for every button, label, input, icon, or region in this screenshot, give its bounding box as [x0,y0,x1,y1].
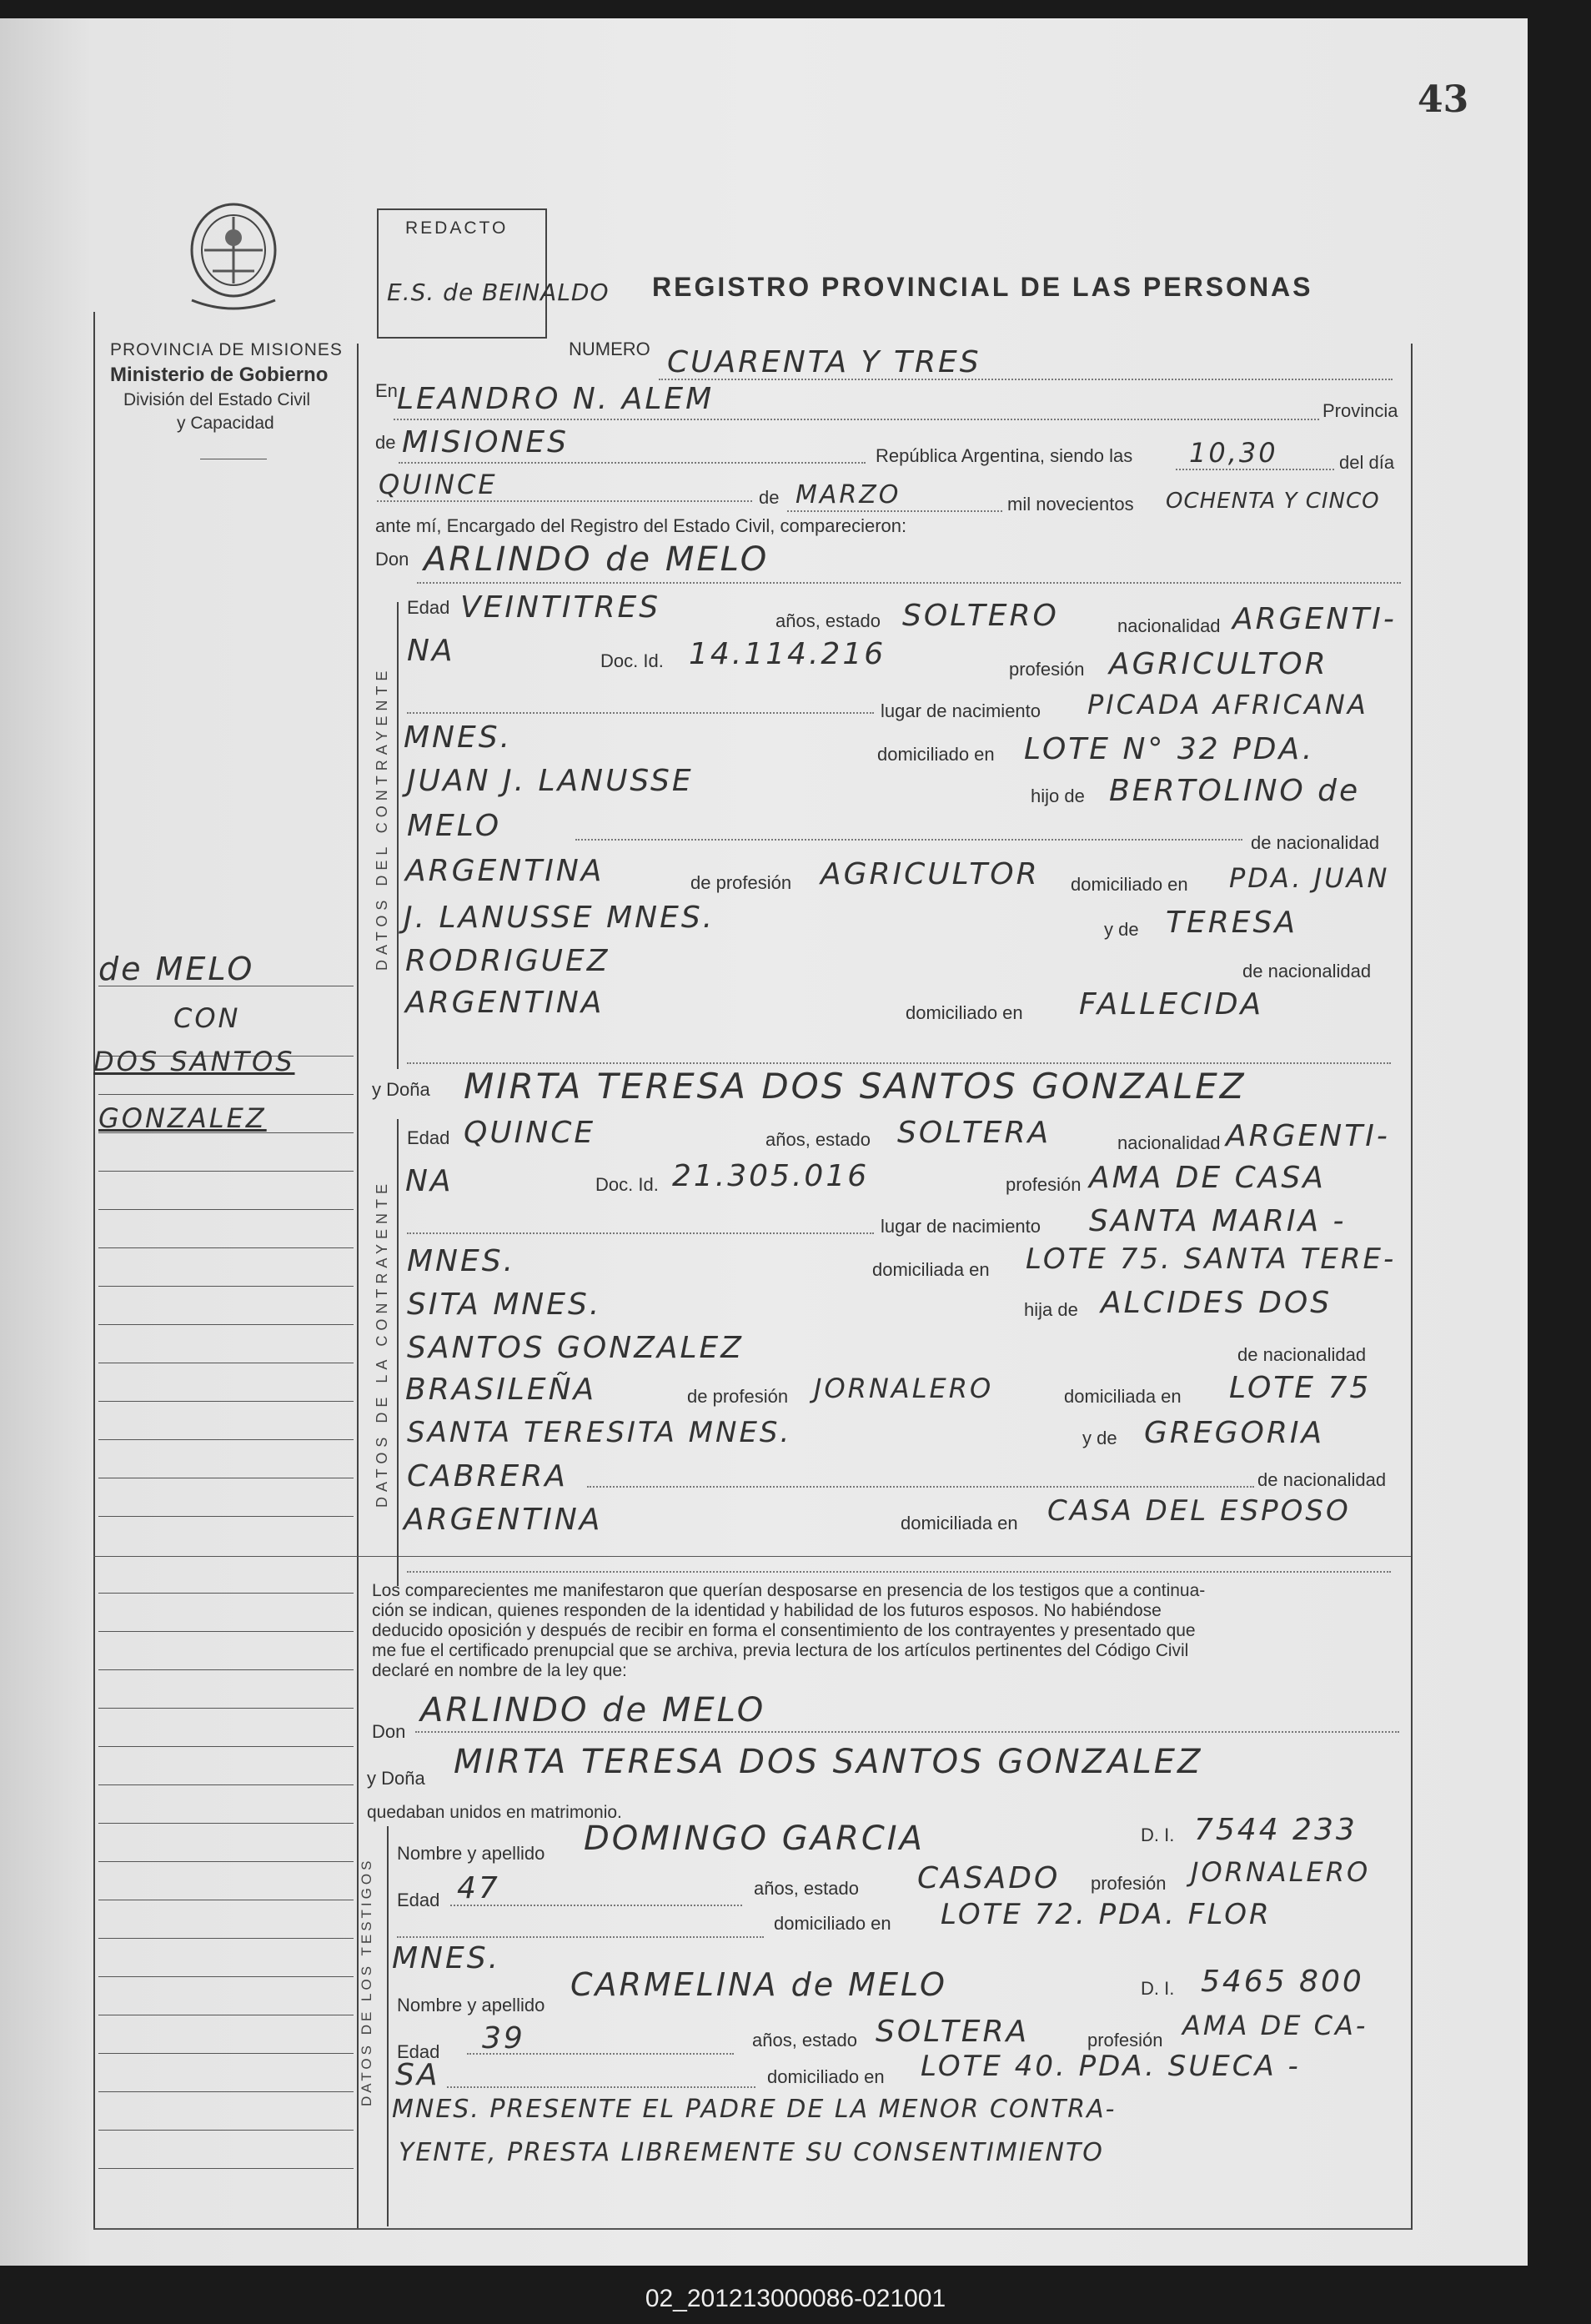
w2-edad-line [467,2053,734,2055]
footer-image-id: 02_201213000086-021001 [645,2285,946,2312]
mil-label: mil novecientos [1007,494,1134,514]
decl-dona: MIRTA TERESA DOS SANTOS GONZALEZ [454,1743,1203,1781]
w2-prof-label: profesión [1087,2030,1163,2050]
witness-side-label: DATOS DE LOS TESTIGOS [359,1857,374,2106]
groom-side-label: DATOS DEL CONTRAYENTE [374,665,390,971]
bride-nacionalidad-2: NA [405,1164,454,1198]
w1-anos-label: años, estado [754,1878,859,1899]
groom-anos-label: años, estado [775,610,881,631]
groom-madre-nac-label: de nacionalidad [1242,961,1372,981]
bride-padre-2: SANTOS GONZALEZ [407,1331,744,1365]
bride-side-label: DATOS DE LA CONTRAYENTE [374,1178,390,1508]
page-number: 43 [1418,78,1469,121]
note-line-1: MNES. PRESENTE EL PADRE DE LA MENOR CONTRA- [392,2095,1117,2124]
bride-name: MIRTA TERESA DOS SANTOS GONZALEZ [464,1066,1247,1107]
groom-doc: 14.114.216 [689,637,886,671]
groom-nacionalidad: ARGENTI- [1232,602,1397,636]
note-line-2: YENTE, PRESTA LIBREMENTE SU CONSENTIMIENTO [399,2138,1104,2167]
groom-edad-label: Edad [407,597,450,618]
margin-note-line-4: GONZALEZ [98,1102,267,1134]
declaration-line-2: ción se indican, quienes responden de la identidad y habilidad de los futuros esposos. No habiéndose [372,1601,1162,1620]
bride-domicilio-2: SITA MNES. [407,1287,602,1322]
groom-name: ARLINDO de MELO [424,540,770,579]
groom-name-line [417,582,1401,584]
bride-block-rule [397,1119,399,1586]
groom-line-6 [575,839,1242,841]
republica-label: República Argentina, siendo las [876,445,1133,466]
w1-prof: JORNALERO [1191,1856,1371,1888]
redacto-box [377,208,610,339]
groom-domicilio-2: JUAN J. LANUSSE [407,764,694,798]
decl-don-line [415,1731,1399,1733]
bride-doc: 21.305.016 [672,1159,870,1193]
bride-padre-prof-label: de profesión [687,1386,789,1407]
groom-end-line [407,1062,1391,1064]
bride-y-de-label: y de [1082,1428,1117,1448]
groom-madre-nac: ARGENTINA [405,986,605,1020]
margin-note-line-1: de MELO [98,951,255,987]
hora-line [1176,469,1334,470]
groom-padre-2: MELO [407,809,502,843]
redacto-signature: E.S. de BEINALDO [387,279,610,306]
declaration-line-4: me fue el certificado prenupcial que se archiva, previa lectura de los artículos pertinentes del Código Civil [372,1641,1189,1660]
bride-padre-dom-label: domiciliada en [1064,1386,1182,1407]
declaration-line-3: deducido oposición y después de recibir en forma el consentimiento de los contrayentes y presentado que [372,1621,1196,1640]
groom-line-3 [407,712,874,714]
bride-line-7 [587,1486,1254,1488]
w2-name: CARMELINA de MELO [570,1966,947,2003]
ante-mi-text: ante mí, Encargado del Registro del Estado Civil, comparecieron: [375,515,907,536]
bride-profesion: AMA DE CASA [1089,1161,1326,1195]
groom-prof-label: profesión [1009,659,1085,680]
bride-padre-prof: JORNALERO [814,1373,994,1404]
bride-estado: SOLTERA [897,1116,1051,1150]
groom-padre: BERTOLINO de [1109,774,1361,808]
groom-padre-dom-2: J. LANUSSE MNES. [404,901,715,935]
groom-madre-2: RODRIGUEZ [405,944,610,978]
page-title: REGISTRO PROVINCIAL DE LAS PERSONAS [652,272,1313,302]
groom-padre-dom-label: domiciliado en [1071,874,1188,895]
margin-note-line-3: DOS SANTOS [93,1046,295,1077]
de-mes-label: de [759,487,780,508]
mes-line [787,510,1002,512]
w2-nombre-label: Nombre y apellido [397,1995,545,2015]
groom-doc-label: Doc. Id. [600,650,664,671]
w2-anos-label: años, estado [752,2030,857,2050]
don-label: Don [375,549,409,570]
left-rule [93,312,95,2230]
anio-value: OCHENTA Y CINCO [1166,489,1380,514]
groom-profesion: AGRICULTOR [1109,647,1328,681]
bride-madre-nac: ARGENTINA [404,1503,603,1537]
w1-estado: CASADO [917,1861,1061,1895]
numero-value: CUARENTA Y TRES [667,345,981,379]
groom-dom-label: domiciliado en [877,744,995,765]
provincia-value: MISIONES [402,425,570,459]
provincia-label: Provincia [1322,400,1398,421]
groom-hijo-label: hijo de [1031,786,1085,806]
groom-madre-dom: FALLECIDA [1079,987,1264,1021]
w2-prof-2: SA [395,2058,440,2092]
bride-padre-dom: LOTE 75 [1229,1371,1372,1405]
bride-nac-label: nacionalidad [1117,1132,1221,1153]
groom-madre: TERESA [1166,906,1297,940]
bride-nacionalidad: ARGENTI- [1226,1119,1390,1153]
division-label-2: y Capacidad [177,414,274,433]
province-label: PROVINCIA DE MISIONES [110,340,343,359]
en-line [394,419,1319,420]
groom-lugar: PICADA AFRICANA [1087,689,1368,720]
dona-label: y Doña [372,1079,430,1100]
w1-line-3 [397,1936,764,1938]
w2-di: 5465 800 [1201,1965,1364,1999]
dia-line [377,500,752,502]
bride-dom-label: domiciliada en [872,1259,990,1280]
groom-nac-label: nacionalidad [1117,615,1221,636]
bride-padre-nac-label: de nacionalidad [1237,1344,1367,1365]
groom-padre-nac: ARGENTINA [405,854,605,888]
groom-lugar-2: MNES. [404,720,513,755]
bride-edad-label: Edad [407,1127,450,1148]
coat-of-arms-icon [179,192,288,317]
decl-don: ARLINDO de MELO [420,1691,766,1729]
groom-estado: SOLTERO [902,599,1059,633]
bride-madre-2: CABRERA [407,1459,568,1493]
w1-di: 7544 233 [1194,1813,1358,1847]
groom-madre-dom-label: domiciliado en [906,1002,1023,1023]
bride-lugar: SANTA MARIA - [1089,1204,1347,1238]
bride-madre-dom-label: domiciliada en [901,1513,1018,1533]
groom-domicilio: LOTE N° 32 PDA. [1024,732,1315,766]
bride-edad: QUINCE [464,1116,596,1150]
bride-end-line [407,1571,1391,1573]
w1-dom: LOTE 72. PDA. FLOR [941,1898,1272,1931]
decl-dona-label: y Doña [367,1768,425,1789]
numero-label: NUMERO [569,339,650,359]
groom-y-de-label: y de [1104,919,1139,940]
de-label: de [375,432,396,453]
document-page [0,18,1528,2266]
w2-di-label: D. I. [1141,1978,1175,1999]
w2-estado: SOLTERA [876,2015,1030,2049]
en-value: LEANDRO N. ALEM [397,382,715,416]
margin-note-line-2: CON [173,1002,241,1034]
groom-block-rule [397,602,399,1069]
groom-lugar-label: lugar de nacimiento [881,700,1041,721]
del-dia-label: del día [1339,452,1395,473]
bride-hija-label: hija de [1024,1299,1078,1320]
bottom-rule [93,2228,1411,2230]
w1-prof-label: profesión [1091,1873,1167,1894]
w2-dom-label: domiciliado en [767,2066,885,2087]
w1-dom-label: domiciliado en [774,1913,891,1934]
bride-padre: ALCIDES DOS [1101,1286,1333,1320]
hora-value: 10,30 [1189,437,1278,469]
decl-don-label: Don [372,1721,406,1742]
w1-dom-2: MNES. [392,1941,501,1975]
groom-nacionalidad-2: NA [407,634,455,668]
section-rule [93,1556,1411,1557]
bride-anos-label: años, estado [765,1129,871,1150]
provincia-line [399,462,866,464]
declaration-line-5: declaré en nombre de la ley que: [372,1661,627,1680]
w2-dom: LOTE 40. PDA. SUECA - [921,2050,1301,2083]
en-label: En [375,380,398,401]
groom-padre-nac-label: de nacionalidad [1251,832,1380,853]
bride-madre: GREGORIA [1144,1416,1325,1450]
bride-lugar-label: lugar de nacimiento [881,1216,1041,1237]
w1-edad: 47 [457,1871,500,1905]
bride-domicilio: LOTE 75. SANTA TERE- [1026,1242,1397,1276]
groom-padre-prof: AGRICULTOR [821,857,1040,891]
quedaban-text: quedaban unidos en matrimonio. [367,1803,622,1822]
ministry-label: Ministerio de Gobierno [110,364,329,386]
groom-edad: VEINTITRES [460,590,661,625]
right-rule [1411,344,1413,2230]
bride-madre-dom: CASA DEL ESPOSO [1047,1494,1351,1528]
redacto-label: REDACTO [405,218,509,238]
bride-padre-dom-2: SANTA TERESITA MNES. [407,1416,792,1449]
w1-edad-label: Edad [397,1890,440,1910]
w2-line-3 [447,2086,755,2088]
bride-madre-nac-label: de nacionalidad [1257,1469,1387,1490]
w2-prof: AMA DE CA- [1182,2010,1368,2041]
bride-prof-label: profesión [1006,1174,1082,1195]
bride-line-3 [407,1232,874,1234]
w2-edad-label: Edad [397,2041,440,2062]
groom-padre-prof-label: de profesión [690,872,792,893]
numero-line [659,379,1393,380]
bride-lugar-2: MNES. [407,1244,516,1278]
groom-padre-dom: PDA. JUAN [1229,862,1390,894]
declaration-line-1: Los comparecientes me manifestaron que querían desposarse en presencia de los testigos que a continua- [372,1581,1206,1600]
w1-name: DOMINGO GARCIA [584,1820,925,1858]
w2-edad: 39 [482,2021,525,2055]
dia-value: QUINCE [379,469,498,500]
mes-value: MARZO [796,480,901,509]
witness-block-rule [387,1826,389,2226]
w1-nombre-label: Nombre y apellido [397,1843,545,1864]
w1-edad-line [450,1905,742,1906]
bride-doc-label: Doc. Id. [595,1174,659,1195]
w1-di-label: D. I. [1141,1825,1175,1845]
division-label: División del Estado Civil [123,390,311,409]
bride-padre-nac: BRASILEÑA [405,1373,597,1407]
